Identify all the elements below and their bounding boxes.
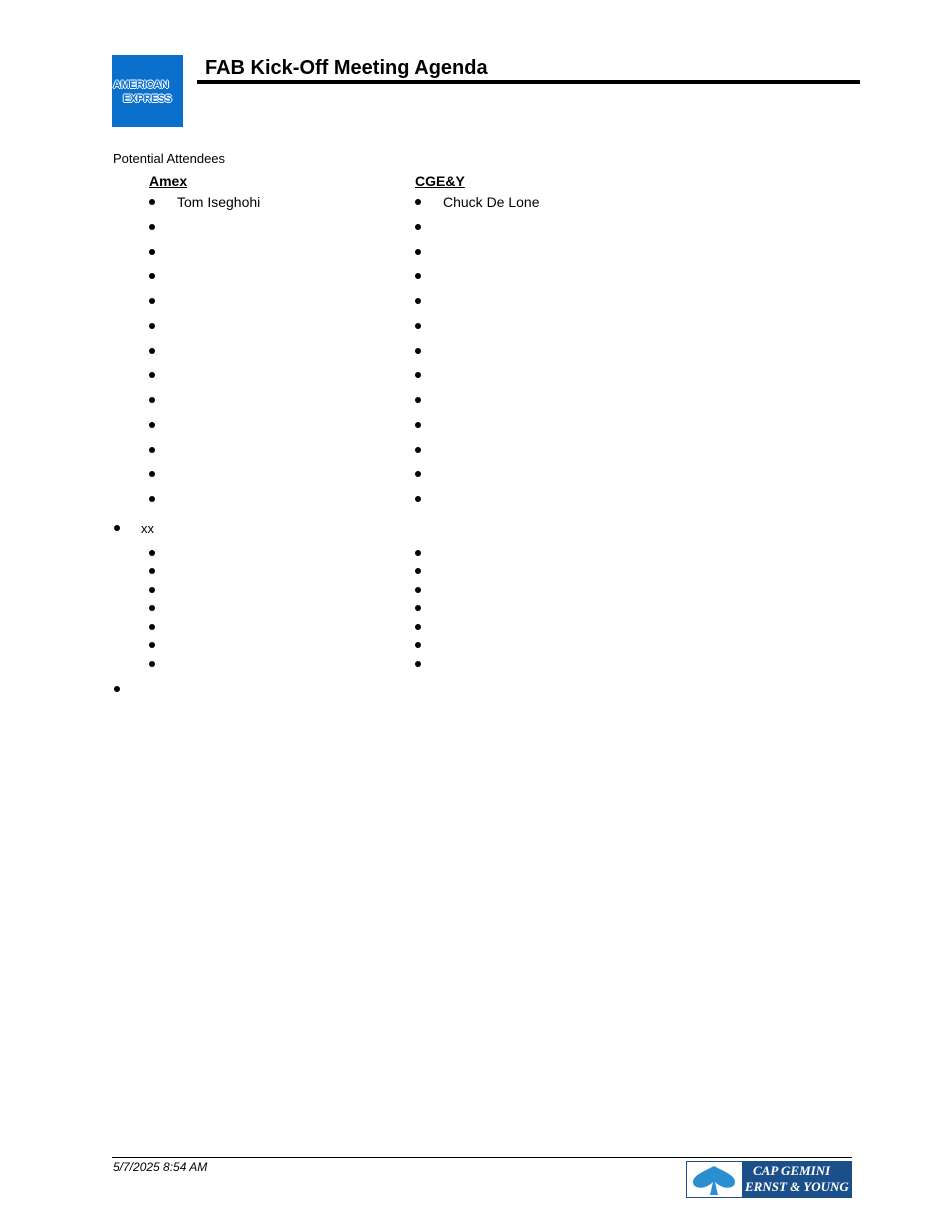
- footer-timestamp: 5/7/2025 8:54 AM: [113, 1160, 208, 1174]
- bullet-icon: [149, 397, 155, 403]
- bullet-icon: [415, 224, 421, 230]
- bullet-icon: [149, 587, 155, 593]
- cgey-logo-line2: ERNST & YOUNG: [745, 1179, 849, 1194]
- agenda-item-1: xx: [141, 521, 154, 536]
- bullet-icon: [149, 550, 155, 556]
- bullet-icon: [415, 642, 421, 648]
- section-label-attendees: Potential Attendees: [113, 151, 226, 166]
- spade-icon: [687, 1162, 741, 1197]
- cgey-logo-line1: CAP GEMINI: [753, 1163, 831, 1178]
- bullet-icon: [415, 605, 421, 611]
- bullet-icon: [415, 550, 421, 556]
- bullet-icon: [149, 348, 155, 354]
- column-heading-cgey: CGE&Y: [415, 173, 465, 189]
- bullet-icon: [149, 496, 155, 502]
- bullet-icon: [149, 273, 155, 279]
- bullet-icon: [415, 372, 421, 378]
- bullet-icon: [415, 397, 421, 403]
- bullet-icon: [149, 422, 155, 428]
- bullet-icon: [415, 447, 421, 453]
- bullet-icon: [149, 298, 155, 304]
- bullet-icon: [149, 661, 155, 667]
- bullet-icon: [415, 323, 421, 329]
- bullet-icon: [415, 568, 421, 574]
- bullet-icon: [415, 422, 421, 428]
- bullet-icon: [149, 372, 155, 378]
- bullet-icon: [415, 471, 421, 477]
- bullet-icon: [149, 568, 155, 574]
- amex-logo: [112, 55, 183, 127]
- bullet-icon: [415, 496, 421, 502]
- bullet-icon: [149, 605, 155, 611]
- column-heading-amex: Amex: [149, 173, 188, 189]
- bullet-icon: [149, 471, 155, 477]
- bullet-icon: [415, 249, 421, 255]
- bullet-icon: [415, 273, 421, 279]
- amex-logo-line1: AMERICAN: [113, 79, 169, 91]
- footer-divider: [112, 1157, 852, 1158]
- bullet-icon: [149, 447, 155, 453]
- bullet-icon: [149, 624, 155, 630]
- bullet-icon: [149, 199, 155, 205]
- bullet-icon: [149, 642, 155, 648]
- page-title: FAB Kick-Off Meeting Agenda: [205, 57, 488, 79]
- bullet-icon: [149, 249, 155, 255]
- bullet-icon: [415, 587, 421, 593]
- bullet-icon: [149, 323, 155, 329]
- title-underline: [197, 80, 860, 84]
- bullet-icon: [415, 661, 421, 667]
- bullet-icon: [114, 686, 120, 692]
- bullet-icon: [114, 525, 120, 531]
- bullet-icon: [415, 348, 421, 354]
- bullet-icon: [415, 298, 421, 304]
- cgey-logo: [686, 1161, 852, 1198]
- bullet-icon: [415, 624, 421, 630]
- bullet-icon: [415, 199, 421, 205]
- bullet-icon: [149, 224, 155, 230]
- amex-logo-line2: EXPRESS: [123, 93, 172, 105]
